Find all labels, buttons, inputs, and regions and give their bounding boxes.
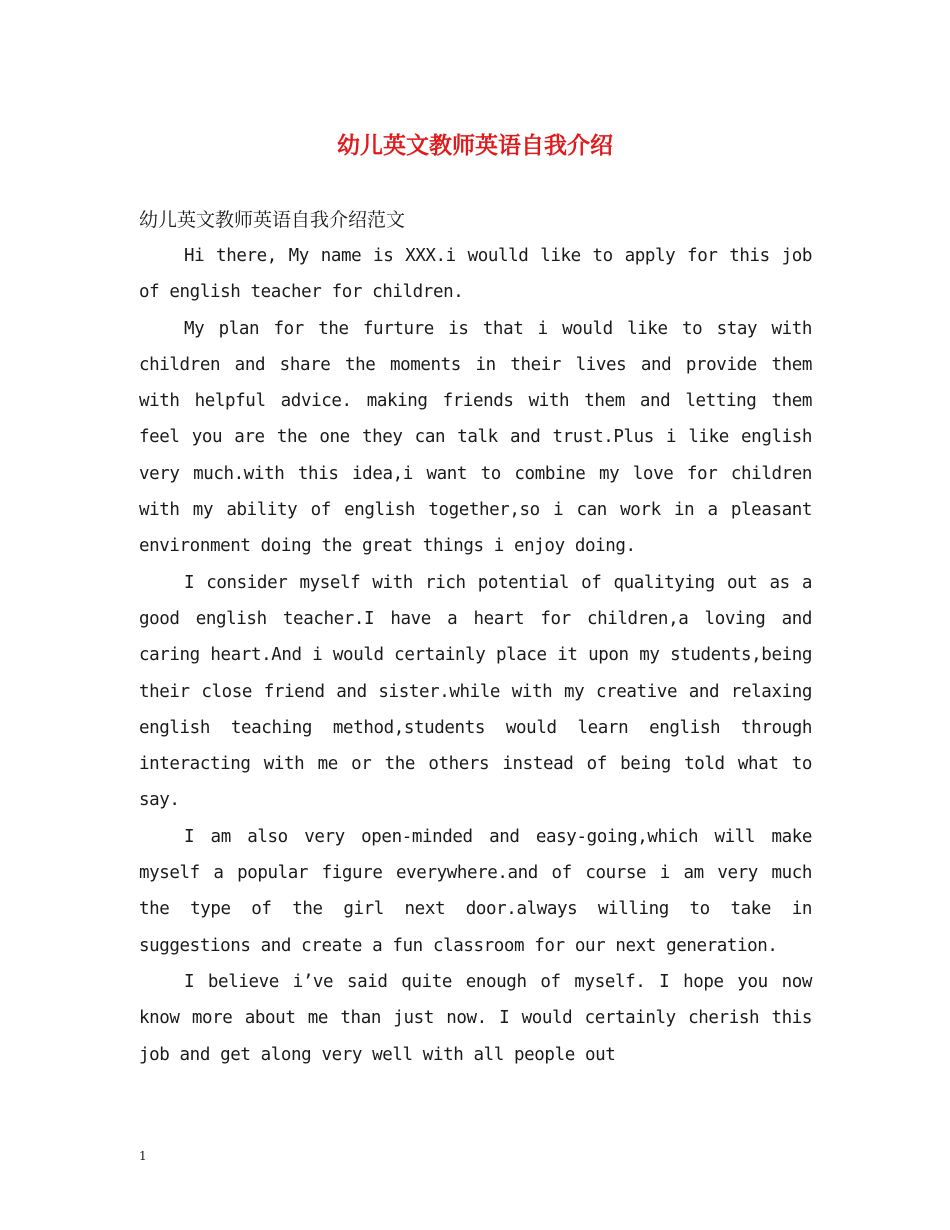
paragraph-1: Hi there, My name is XXX.i woulld like to apply for this job of english teacher for children. xyxy=(139,246,812,303)
paragraph-3: I consider myself with rich potential of qualitying out as a good english teacher.I have a heart for children,a loving and caring heart.And i would certainly place it upon my students,being their close friend and sister.while with my creative and relaxing english teaching method,students would learn english through interacting with me or the others instead of being told what to say. xyxy=(139,572,812,811)
document-title: 幼儿英文教师英语自我介绍 xyxy=(337,132,613,159)
paragraph-5: I believe i’ve said quite enough of myself. I hope you now know more about me than just now. I would certainly cherish this job and get along very well with all people out xyxy=(139,971,812,1065)
document-body xyxy=(139,202,812,1073)
page-number: 1 xyxy=(139,1149,147,1163)
document-subtitle: 幼儿英文教师英语自我介绍范文 xyxy=(139,209,406,231)
paragraph-2: My plan for the furture is that i would like to stay with children and share the moments in their lives and provide them with helpful advice. making friends with them and letting them feel you are the one they can talk and trust.Plus i like english very much.with this idea,i want to combine my love for children with my ability of english together,so i can work in a pleasant environment doing the great things i enjoy doing. xyxy=(139,318,812,557)
paragraph-4: I am also very open-minded and easy-going,which will make myself a popular figure everywhere.and of course i am very much the type of the girl next door.always willing to take in suggestions and create a fun classroom for our next generation. xyxy=(139,826,812,956)
